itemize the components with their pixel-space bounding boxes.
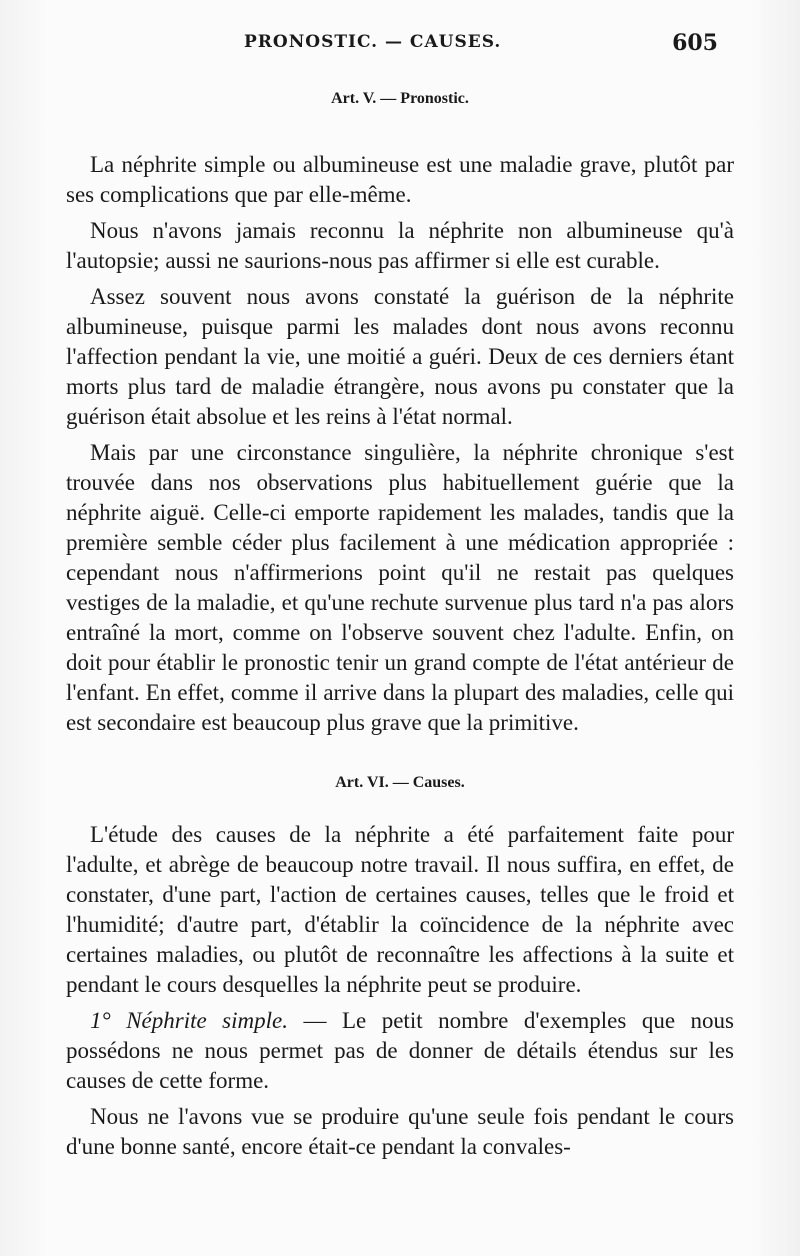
paragraph: La néphrite simple ou albumineuse est une maladie grave, plutôt par ses complications que par elle-même. xyxy=(66,152,734,207)
running-head xyxy=(0,30,800,60)
paragraph: Mais par une circonstance singulière, la néphrite chronique s'est trouvée dans nos observations plus habituellement guérie que la néphrite aiguë. Celle-ci emporte rapidement les malades, tandis que la première semble céder plus facilement à une médication appropriée : cependant nous n'affirmerions point qu'il ne restait pas quelques vestiges de la maladie, et qu'une rechute survenue plus tard n'a pas alors entraîné la mort, comme on l'observe souvent chez l'adulte. Enfin, on doit pour établir le pronostic tenir un grand compte de l'état antérieur de l'enfant. En effet, comme il arrive dans la plupart des maladies, celle qui est secondaire est beaucoup plus grave que la primitive. xyxy=(66,440,734,735)
paragraph-nephrite-simple xyxy=(66,1006,734,1096)
subsection-text: — Le petit nombre d'exemples que nous possédons ne nous permet pas de donner de détails étendus sur les causes de cette forme. xyxy=(66,1008,734,1093)
paragraph: Nous n'avons jamais reconnu la néphrite non albumineuse qu'à l'autopsie; aussi ne saurions-nous pas affirmer si elle est curable. xyxy=(66,218,734,273)
page-number: 605 xyxy=(672,30,718,56)
running-head-title: PRONOSTIC. — CAUSES. xyxy=(244,32,502,52)
paragraph: Assez souvent nous avons constaté la guérison de la néphrite albumineuse, puisque parmi les malades dont nous avons reconnu l'affection pendant la vie, une moitié a guéri. Deux de ces derniers étant morts plus tard de maladie étrangère, nous avons pu constater que la guérison était absolue et les reins à l'état normal. xyxy=(66,284,734,429)
paragraph: L'étude des causes de la néphrite a été parfaitement faite pour l'adulte, et abrège de beaucoup notre travail. Il nous suffira, en effet, de constater, d'une part, l'action de certaines causes, telles que le froid et l'humidité; d'autre part, d'établir la coïncidence de la néphrite avec certaines maladies, ou plutôt de reconnaître les affections à la suite et pendant le cours desquelles la néphrite peut se produire. xyxy=(66,822,734,997)
section-heading-pronostic: Art. V. — Pronostic. xyxy=(331,90,469,107)
page-body xyxy=(66,88,734,1168)
subsection-title: 1° Néphrite simple. xyxy=(90,1008,288,1033)
section-heading-causes: Art. VI. — Causes. xyxy=(335,774,465,791)
paragraph: Nous ne l'avons vue se produire qu'une seule fois pendant le cours d'une bonne santé, encore était-ce pendant la convales- xyxy=(66,1104,734,1159)
